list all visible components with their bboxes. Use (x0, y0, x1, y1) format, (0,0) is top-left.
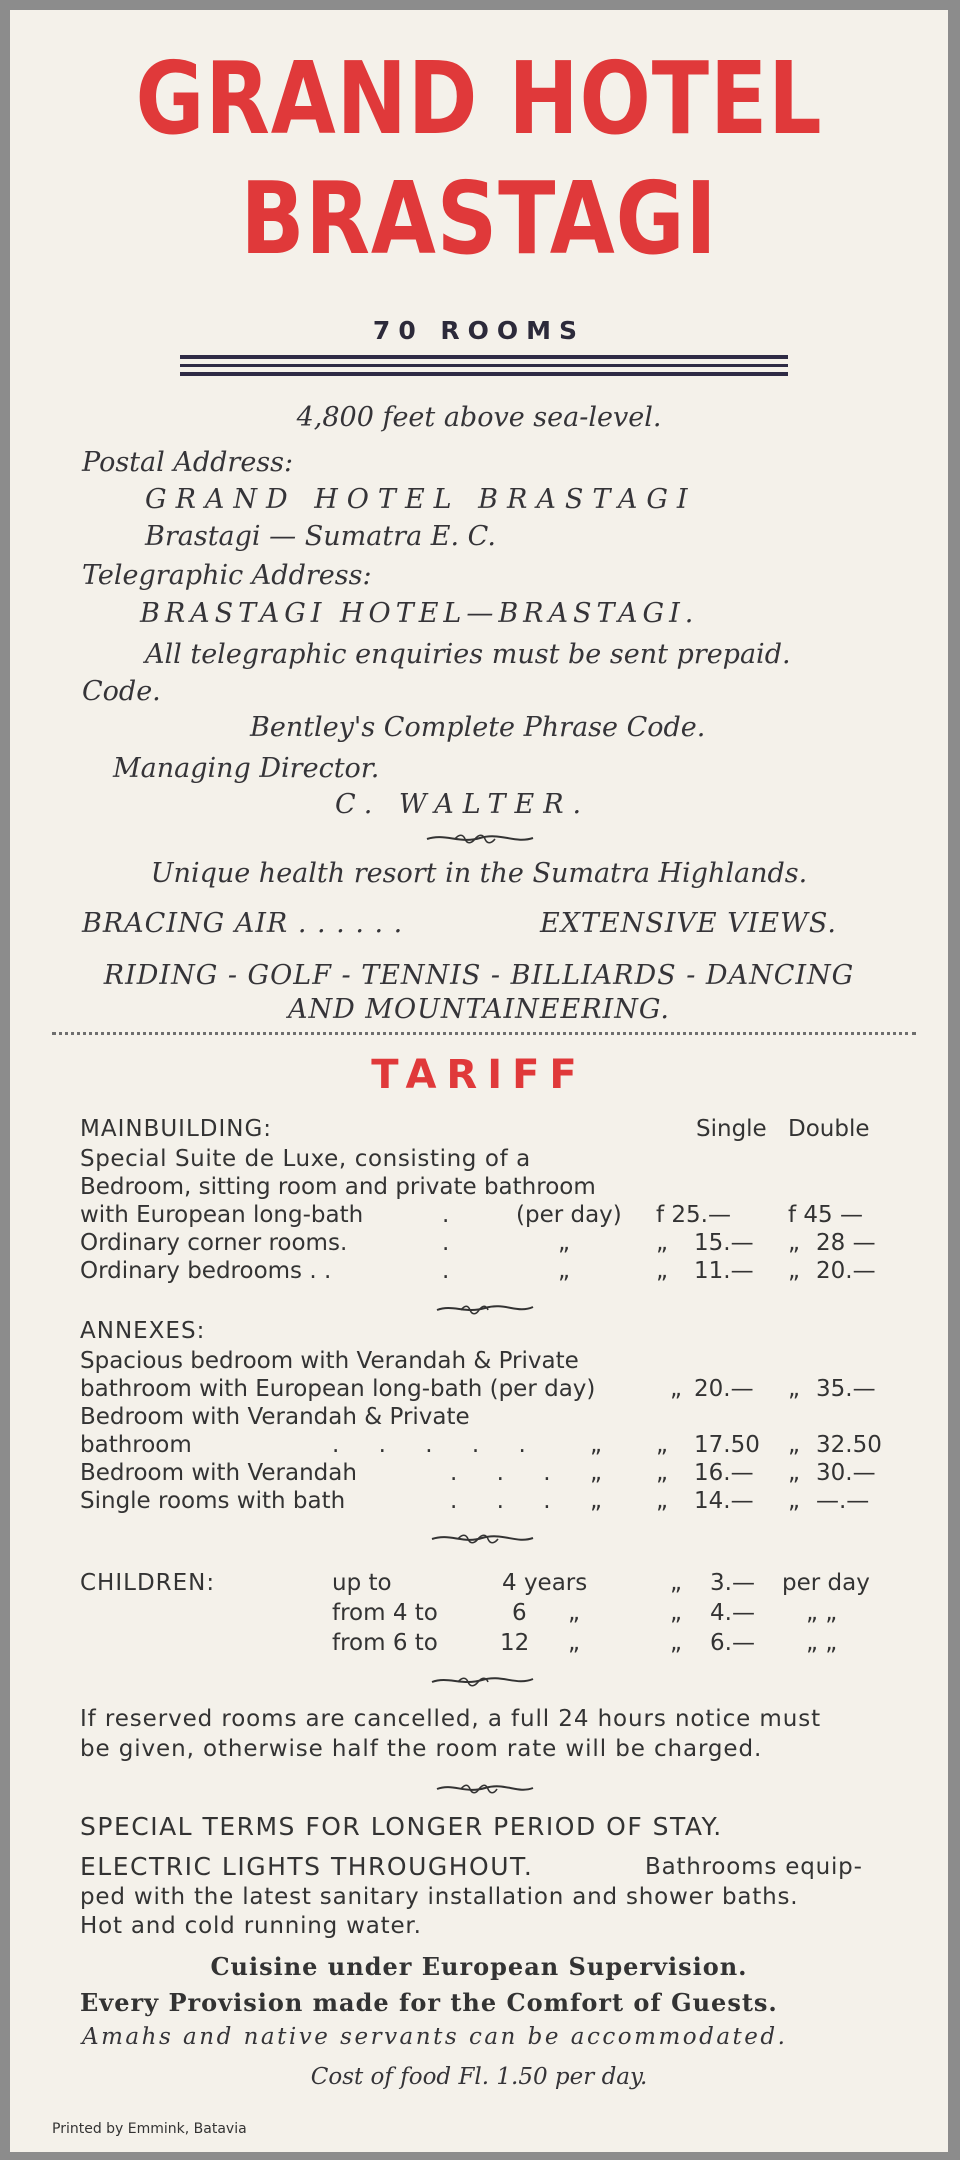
child3-ditto: „ (670, 1630, 682, 1656)
suite-line3: with European long-bath (80, 1202, 364, 1228)
annex3-double-price: 30.— (816, 1460, 876, 1486)
child1-range: up to (332, 1570, 392, 1596)
cancellation-line2: be given, otherwise half the room rate will be charged. (80, 1736, 763, 1762)
telegraphic-label: Telegraphic Address: (82, 560, 372, 591)
child2-range: from 4 to (332, 1600, 438, 1626)
dotted-divider (52, 1032, 916, 1035)
brochure-sheet (10, 10, 948, 2152)
child3-ditto-per-day: „ „ (806, 1630, 838, 1656)
corner-rooms-label: Ordinary corner rooms. (80, 1230, 348, 1256)
suite-line1: Special Suite de Luxe, consisting of a (80, 1146, 531, 1172)
annex2-ditto-double: „ (788, 1432, 800, 1458)
annex4-label: Single rooms with bath (80, 1488, 346, 1514)
suite-single-price: f 25.— (656, 1202, 731, 1228)
annex3-ditto-currency: „ (656, 1460, 668, 1486)
suite-double-price: f 45 — (788, 1202, 863, 1228)
annex3-leader: . . . (450, 1460, 567, 1486)
cancellation-line1: If reserved rooms are cancelled, a full 24 hours notice must (80, 1706, 821, 1732)
child1-age: 4 years (502, 1570, 588, 1596)
annex1-line2: bathroom with European long-bath (per day) (80, 1376, 596, 1402)
director-name: C. WALTER. (335, 789, 591, 820)
postal-label: Postal Address: (82, 447, 294, 478)
header-rule-top (180, 355, 788, 359)
child1-per-day: per day (782, 1570, 870, 1596)
corner-ditto-currency: „ (656, 1230, 668, 1256)
corner-single-price: 15.— (694, 1230, 754, 1256)
suite-line2: Bedroom, sitting room and private bathroom (80, 1174, 596, 1200)
annex3-single-price: 16.— (694, 1460, 754, 1486)
scroll-ornament (425, 830, 535, 846)
child3-age: 12 (500, 1630, 530, 1656)
hotel-name-line2: BRASTAGI (240, 160, 718, 277)
suite-leader: . (442, 1202, 450, 1228)
postal-line1: GRAND HOTEL BRASTAGI (145, 484, 697, 515)
child2-age: 6 (512, 1600, 527, 1626)
hotel-name-line1: GRAND HOTEL (135, 40, 823, 157)
annex1-line1: Spacious bedroom with Verandah & Private (80, 1348, 579, 1374)
extensive-views: EXTENSIVE VIEWS. (540, 908, 837, 939)
annex3-ditto: „ (590, 1460, 602, 1486)
child2-ditto: „ (670, 1600, 682, 1626)
child3-ditto-age: „ (568, 1630, 580, 1656)
annex2-double-price: 32.50 (816, 1432, 882, 1458)
child2-ditto-age: „ (568, 1600, 580, 1626)
annex2-ditto-currency: „ (656, 1432, 668, 1458)
annex4-ditto-double: „ (788, 1488, 800, 1514)
child2-price: 4.— (710, 1600, 755, 1626)
column-double: Double (788, 1116, 870, 1142)
special-terms: SPECIAL TERMS FOR LONGER PERIOD OF STAY. (80, 1812, 723, 1841)
header-rule-middle (180, 364, 788, 367)
printer-credit: Printed by Emmink, Batavia (52, 2121, 247, 2137)
bathrooms-text: Bathrooms equip- (645, 1854, 863, 1880)
scroll-ornament (430, 1530, 535, 1546)
code-label: Code. (82, 676, 161, 707)
annex4-ditto: „ (590, 1488, 602, 1514)
electric-lights: ELECTRIC LIGHTS THROUGHOUT. (80, 1852, 534, 1881)
activities-line1: RIDING - GOLF - TENNIS - BILLIARDS - DANCING (103, 960, 855, 991)
scroll-ornament (430, 1672, 535, 1688)
bedrooms-ditto-currency-double: „ (788, 1258, 800, 1284)
annex4-leader: . . . (450, 1488, 567, 1514)
children-label: CHILDREN: (80, 1570, 216, 1596)
annex4-ditto-currency: „ (656, 1488, 668, 1514)
provision-line: Every Provision made for the Comfort of Guests. (80, 1988, 778, 2017)
altitude-text: 4,800 feet above sea-level. (296, 402, 662, 433)
food-cost-line: Cost of food Fl. 1.50 per day. (310, 2064, 648, 2090)
annex2-line1: Bedroom with Verandah & Private (80, 1404, 470, 1430)
header-rule-bottom (180, 372, 788, 376)
bedrooms-single-price: 11.— (694, 1258, 754, 1284)
annex1-double-price: 35.— (816, 1376, 876, 1402)
bedrooms-double-price: 20.— (816, 1258, 876, 1284)
amahs-line: Amahs and native servants can be accommodated. (82, 2024, 788, 2050)
bracing-air: BRACING AIR . . . . . . (82, 908, 404, 939)
corner-double-price: 28 — (816, 1230, 876, 1256)
annex4-single-price: 14.— (694, 1488, 754, 1514)
annex3-label: Bedroom with Verandah (80, 1460, 357, 1486)
code-value: Bentley's Complete Phrase Code. (250, 712, 706, 743)
annex3-ditto-double: „ (788, 1460, 800, 1486)
scroll-ornament (435, 1300, 535, 1316)
annexes-label: ANNEXES: (80, 1318, 206, 1344)
annex1-ditto: „ (670, 1376, 682, 1402)
column-single: Single (696, 1116, 767, 1142)
bedrooms-ditto-currency: „ (656, 1258, 668, 1284)
child1-price: 3.— (710, 1570, 755, 1596)
bedrooms-ditto: „ (558, 1258, 570, 1284)
annex1-ditto-double: „ (788, 1376, 800, 1402)
annex4-double-price: —.— (816, 1488, 870, 1514)
child1-ditto: „ (670, 1570, 682, 1596)
resort-tagline: Unique health resort in the Sumatra Highlands. (150, 858, 808, 889)
cuisine-line: Cuisine under European Supervision. (210, 1952, 748, 1981)
mainbuilding-label: MAINBUILDING: (80, 1116, 273, 1142)
scroll-ornament (435, 1780, 535, 1796)
child3-price: 6.— (710, 1630, 755, 1656)
telegraphic-note: All telegraphic enquiries must be sent prepaid. (145, 639, 791, 670)
corner-ditto-currency-double: „ (788, 1230, 800, 1256)
annex2-line2: bathroom (80, 1432, 192, 1458)
activities-line2: AND MOUNTAINEERING. (287, 994, 671, 1025)
annex1-single-price: 20.— (694, 1376, 754, 1402)
tariff-heading: TARIFF (371, 1052, 587, 1098)
postal-line2: Brastagi — Sumatra E. C. (145, 521, 496, 552)
annex2-leader: . . . . . (332, 1432, 542, 1458)
corner-ditto: „ (558, 1230, 570, 1256)
annex2-ditto: „ (590, 1432, 602, 1458)
bedrooms-label: Ordinary bedrooms . . (80, 1258, 332, 1284)
room-count: 70 ROOMS (372, 316, 586, 345)
bathrooms-line2: ped with the latest sanitary installation and shower baths. (80, 1884, 799, 1910)
annex2-single-price: 17.50 (694, 1432, 760, 1458)
telegraphic-address: BRASTAGI HOTEL—BRASTAGI. (140, 598, 699, 629)
child2-ditto-per-day: „ „ (806, 1600, 838, 1626)
corner-leader: . (442, 1230, 450, 1256)
bedrooms-leader: . (442, 1258, 450, 1284)
hot-cold-water: Hot and cold running water. (80, 1913, 422, 1939)
director-label: Managing Director. (113, 753, 380, 784)
child3-range: from 6 to (332, 1630, 438, 1656)
suite-per-day: (per day) (516, 1202, 622, 1228)
